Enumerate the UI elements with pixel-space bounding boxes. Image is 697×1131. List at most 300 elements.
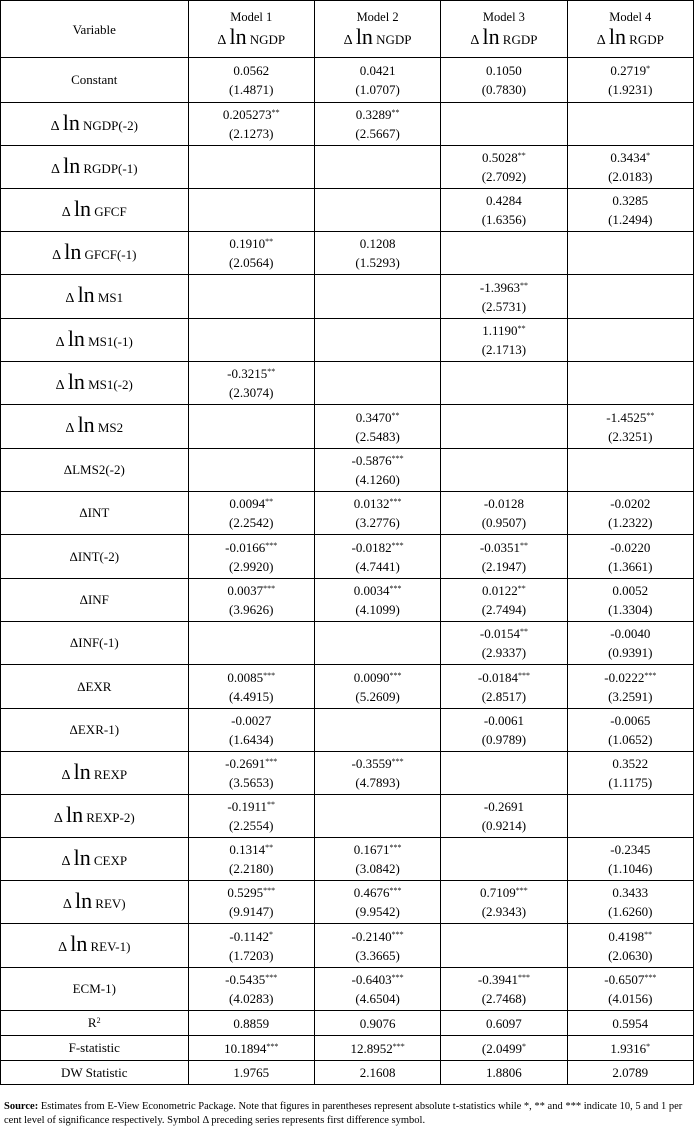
row-label (1, 362, 189, 405)
coefficient: -0.3215** (227, 366, 276, 381)
model-1-cell (188, 1061, 314, 1085)
coefficient: -0.0061 (483, 713, 524, 728)
row-label (1, 492, 189, 535)
model-2-cell (314, 1036, 440, 1061)
table-row (1, 275, 694, 319)
table-row (1, 622, 694, 665)
superscript-2: 2 (96, 1016, 101, 1025)
t-statistic: (3.3665) (355, 947, 400, 963)
model-1-cell (188, 103, 314, 146)
ln-symbol: ln (67, 368, 85, 394)
t-statistic: (0.9214) (481, 818, 527, 833)
coefficient: -0.2140*** (351, 928, 404, 944)
row-variable-name: R (87, 1015, 97, 1030)
model-1-dependent: NGDP (249, 32, 286, 47)
table-row (1, 838, 694, 881)
t-statistic: (3.9626) (229, 602, 274, 617)
coefficient: 0.4676*** (353, 885, 402, 900)
coefficient: 0.4198** (608, 928, 653, 944)
coefficient: 0.0094** (229, 496, 274, 511)
coefficient: 1.9316* (610, 1040, 651, 1056)
delta-symbol: Δ (79, 592, 88, 607)
coefficient: -0.0154** (479, 626, 528, 641)
row-label (1, 232, 189, 275)
significance-stars: * (646, 151, 651, 160)
model-2-cell (314, 275, 440, 319)
t-statistic: (1.1175) (608, 775, 653, 790)
model-2-cell (314, 189, 440, 232)
delta-symbol: Δ (69, 548, 78, 564)
coefficient: -0.0166*** (225, 539, 278, 555)
t-statistic: (2.7092) (481, 169, 527, 184)
delta-symbol: Δ (61, 204, 71, 220)
coefficient: (2.0499* (481, 1040, 526, 1056)
t-statistic: (4.1260) (355, 472, 400, 487)
row-variable-name: INF (87, 592, 109, 607)
t-statistic: (1.6434) (229, 732, 274, 747)
table-row (1, 665, 694, 709)
significance-stars: ** (391, 410, 400, 420)
significance-stars: *** (389, 843, 402, 852)
coefficient: 0.0132*** (353, 496, 402, 511)
t-statistic: (0.7830) (481, 82, 527, 97)
row-label (1, 665, 189, 709)
row-label (1, 275, 189, 319)
t-statistic: (2.2554) (229, 818, 274, 833)
t-statistic: (4.0283) (229, 991, 274, 1006)
significance-stars: ** (265, 497, 274, 506)
significance-stars: *** (389, 886, 402, 895)
row-label (1, 103, 189, 146)
model-1-cell (188, 275, 314, 319)
coefficient: 0.3433 (612, 885, 649, 900)
model-4-cell (567, 189, 693, 232)
table-row (1, 492, 694, 535)
row-variable-name: REXP (93, 766, 128, 782)
coefficient: 0.1050 (486, 63, 522, 78)
t-statistic: (1.1046) (608, 861, 653, 876)
source-note-text: Estimates from E-View Econometric Package. Note that figures in parentheses represent absolute t-statistics while *, ** and *** indicate 10, 5 and 1 per cent level of significance respectively. Symbol Δ preceding series represents first difference symbol. (4, 1101, 683, 1126)
coefficient: 0.205273** (222, 107, 280, 122)
model-4-cell (567, 275, 693, 319)
row-label (1, 449, 189, 492)
t-statistic: (2.1713) (481, 342, 527, 357)
t-statistic: (1.3661) (608, 558, 653, 574)
model-4-name: Model 4 (609, 10, 652, 24)
model-4-cell (567, 622, 693, 665)
significance-stars: *** (389, 497, 402, 506)
delta-symbol: Δ (58, 940, 68, 955)
model-4-cell (567, 665, 693, 709)
model-2-cell (314, 103, 440, 146)
ln-symbol: ln (73, 195, 92, 221)
model-4-cell (567, 1036, 693, 1061)
table-row (1, 189, 694, 232)
t-statistic: (2.9343) (481, 904, 527, 919)
row-label (1, 405, 189, 449)
table-row (1, 1011, 694, 1036)
model-2-cell (314, 881, 440, 924)
ln-symbol: ln (482, 24, 500, 49)
significance-stars: ** (517, 584, 526, 593)
coefficient: -0.1911** (227, 799, 276, 814)
model-1-cell (188, 838, 314, 881)
model-1-cell (188, 622, 314, 665)
coefficient: -0.0027 (231, 713, 272, 728)
t-statistic: (2.3074) (229, 385, 274, 400)
t-statistic: (0.9789) (481, 732, 527, 747)
t-statistic: (0.9391) (608, 645, 653, 660)
row-label (1, 1011, 189, 1036)
coefficient: 0.3434* (610, 150, 651, 165)
significance-stars: *** (263, 584, 276, 593)
delta-symbol: Δ (343, 33, 353, 48)
t-statistic: (2.0183) (608, 169, 653, 184)
model-1-cell (188, 1011, 314, 1036)
model-1-cell (188, 405, 314, 449)
significance-stars: ** (519, 280, 528, 290)
model-4-cell (567, 405, 693, 449)
delta-symbol: Δ (65, 291, 75, 306)
coefficient: 0.2719* (610, 63, 651, 78)
model-1-cell (188, 1036, 314, 1061)
row-variable-name: MS2 (97, 420, 124, 435)
model-4-cell (567, 968, 693, 1011)
model-4-cell (567, 709, 693, 752)
model-1-cell (188, 146, 314, 189)
t-statistic: (3.5653) (229, 775, 274, 790)
coefficient: 0.1314** (229, 842, 274, 857)
coefficient: -0.0351** (479, 539, 528, 555)
coefficient: 0.0421 (359, 63, 396, 78)
coefficient: 1.1190** (482, 323, 526, 338)
row-label (1, 795, 189, 838)
delta-symbol: Δ (50, 118, 60, 134)
model-3-cell (441, 752, 567, 795)
table-source-note (4, 1100, 694, 1128)
coefficient: -0.5876*** (351, 453, 404, 468)
coefficient: -0.0065 (610, 713, 651, 728)
t-statistic: (1.6260) (608, 904, 653, 919)
significance-stars: *** (391, 757, 404, 766)
model-3-cell (441, 275, 567, 319)
coefficient: -0.6507*** (604, 972, 657, 987)
model-1-header (188, 1, 314, 58)
table-row (1, 881, 694, 924)
table-row (1, 709, 694, 752)
model-3-cell (441, 968, 567, 1011)
coefficient: 0.7109*** (480, 885, 528, 900)
significance-stars: *** (265, 973, 278, 982)
significance-stars: *** (392, 1041, 405, 1051)
coefficient: 12.8952*** (350, 1040, 405, 1056)
ln-symbol: ln (229, 24, 247, 49)
delta-symbol: Δ (55, 334, 65, 350)
delta-symbol: Δ (52, 247, 62, 263)
model-2-cell (314, 622, 440, 665)
model-2-cell (314, 795, 440, 838)
table-row (1, 535, 694, 579)
model-4-cell (567, 795, 693, 838)
row-label (1, 968, 189, 1011)
row-label (1, 146, 189, 189)
t-statistic: (0.9507) (481, 515, 527, 530)
coefficient: 0.3470** (355, 409, 400, 425)
table-row (1, 1036, 694, 1061)
row-variable-name: ECM-1) (72, 981, 116, 996)
significance-stars: ** (517, 324, 526, 333)
model-3-cell (441, 362, 567, 405)
t-statistic: (9.9542) (355, 904, 400, 919)
model-1-cell (188, 319, 314, 362)
delta-symbol: Δ (55, 377, 65, 393)
model-1-cell (188, 189, 314, 232)
coefficient: -0.6403*** (351, 972, 404, 987)
model-3-cell (441, 1061, 567, 1085)
t-statistic: (1.7203) (229, 947, 274, 963)
model-3-cell (441, 622, 567, 665)
significance-stars: *** (389, 584, 402, 593)
t-statistic: (4.1099) (355, 602, 400, 617)
table-row (1, 103, 694, 146)
model-1-cell (188, 535, 314, 579)
variable-header: Variable (1, 1, 189, 58)
model-4-cell (567, 103, 693, 146)
table-row (1, 362, 694, 405)
significance-stars: *** (391, 973, 404, 982)
coefficient: -0.0184*** (477, 669, 530, 685)
significance-stars: *** (389, 670, 402, 680)
row-variable-name: MS1(-1) (88, 333, 133, 349)
row-label (1, 189, 189, 232)
delta-symbol: Δ (65, 421, 75, 436)
significance-stars: *** (266, 1041, 279, 1051)
significance-stars: ** (517, 151, 526, 160)
model-2-header (314, 1, 440, 58)
table-row (1, 924, 694, 968)
t-statistic: (2.8517) (481, 688, 527, 704)
significance-stars: *** (515, 886, 528, 895)
row-variable-name: REXP-2) (86, 809, 135, 825)
coefficient: -0.0040 (610, 626, 651, 641)
t-statistic: (2.1273) (229, 126, 274, 141)
t-statistic: (2.2542) (229, 515, 274, 530)
coefficient: 0.3522 (612, 756, 649, 771)
significance-stars: *** (263, 670, 276, 680)
coefficient: 0.0037*** (227, 583, 276, 598)
coefficient: 0.1208 (359, 236, 396, 251)
t-statistic: (1.2322) (608, 515, 653, 530)
model-1-cell (188, 881, 314, 924)
coefficient: 10.1894*** (224, 1040, 279, 1056)
significance-stars: ** (391, 108, 400, 117)
ln-symbol: ln (70, 931, 88, 956)
t-statistic: (2.0630) (608, 947, 653, 963)
table-row (1, 579, 694, 622)
coefficient: 0.0052 (612, 583, 649, 598)
coefficient: 1.8806 (486, 1065, 522, 1080)
row-variable-name: MS1 (97, 290, 124, 305)
coefficient: 0.9076 (359, 1015, 396, 1031)
table-row (1, 752, 694, 795)
delta-symbol: Δ (69, 722, 78, 737)
coefficient: 0.6097 (486, 1015, 522, 1031)
t-statistic: (4.6504) (355, 991, 400, 1006)
t-statistic: (2.5731) (481, 298, 527, 314)
coefficient: 0.8859 (233, 1015, 270, 1031)
model-3-cell (441, 449, 567, 492)
delta-symbol: Δ (61, 767, 71, 783)
coefficient: 0.0085*** (227, 669, 276, 685)
significance-stars: ** (267, 367, 276, 376)
model-2-cell (314, 1061, 440, 1085)
ln-symbol: ln (77, 412, 95, 437)
model-2-cell (314, 362, 440, 405)
delta-symbol: Δ (217, 33, 227, 48)
row-variable-name: F-statistic (68, 1040, 120, 1055)
significance-stars: * (646, 1041, 651, 1051)
coefficient: 1.9765 (233, 1065, 270, 1080)
row-label (1, 881, 189, 924)
coefficient: 2.1608 (359, 1065, 396, 1080)
coefficient: 0.3289** (355, 107, 400, 122)
significance-stars: ** (644, 929, 653, 939)
model-2-cell (314, 232, 440, 275)
t-statistic: (1.3304) (608, 602, 653, 617)
t-statistic: (1.6356) (481, 212, 527, 227)
coefficient: -1.4525** (606, 409, 655, 425)
t-statistic: (1.9231) (608, 82, 653, 97)
t-statistic: (5.2609) (355, 688, 400, 704)
model-4-cell (567, 232, 693, 275)
coefficient: -0.0202 (610, 496, 651, 511)
model-3-cell (441, 924, 567, 968)
model-1-cell (188, 58, 314, 103)
significance-stars: * (521, 1041, 526, 1051)
coefficient: -0.2691*** (225, 756, 278, 771)
model-2-cell (314, 709, 440, 752)
row-variable-name: REV-1) (90, 939, 131, 954)
t-statistic: (2.1947) (481, 558, 527, 574)
table-row (1, 146, 694, 189)
significance-stars: * (646, 64, 651, 73)
t-statistic: (2.3251) (608, 428, 653, 444)
model-3-cell (441, 1011, 567, 1036)
ln-symbol: ln (73, 844, 91, 870)
ln-symbol: ln (75, 887, 93, 913)
model-2-cell (314, 968, 440, 1011)
ln-symbol: ln (66, 801, 84, 827)
model-3-cell (441, 319, 567, 362)
table-row (1, 58, 694, 103)
model-2-cell (314, 665, 440, 709)
ln-symbol: ln (73, 758, 91, 784)
row-variable-name: GFCF (94, 203, 127, 219)
table-row (1, 795, 694, 838)
table-row (1, 319, 694, 362)
ln-symbol: ln (608, 24, 627, 49)
coefficient: -0.0182*** (351, 539, 404, 555)
model-4-cell (567, 449, 693, 492)
delta-symbol: Δ (62, 896, 72, 912)
row-variable-name: Constant (71, 72, 118, 87)
coefficient: -0.0128 (483, 496, 524, 511)
coefficient: -1.3963** (479, 279, 528, 295)
model-2-cell (314, 492, 440, 535)
t-statistic: (2.5483) (355, 428, 400, 444)
delta-symbol: Δ (596, 33, 606, 48)
delta-symbol: Δ (63, 462, 73, 477)
model-3-cell (441, 492, 567, 535)
row-variable-name: MS1(-2) (88, 376, 133, 392)
coefficient: 0.4284 (486, 193, 522, 208)
t-statistic: (1.0707) (355, 82, 400, 97)
coefficient: 0.5028** (482, 150, 526, 165)
coefficient: -0.2691 (483, 799, 524, 814)
significance-stars: *** (517, 670, 530, 680)
model-2-cell (314, 405, 440, 449)
row-variable-name: CEXP (93, 852, 128, 868)
row-variable-name: GFCF(-1) (84, 246, 137, 262)
ln-symbol: ln (77, 282, 95, 307)
model-4-header (567, 1, 693, 58)
delta-symbol: Δ (77, 678, 86, 694)
model-4-cell (567, 881, 693, 924)
row-variable-name: EXR (85, 678, 112, 694)
model-2-cell (314, 449, 440, 492)
significance-stars: *** (644, 973, 657, 982)
model-4-cell (567, 1061, 693, 1085)
model-2-cell (314, 1011, 440, 1036)
significance-stars: ** (267, 800, 276, 809)
model-3-cell (441, 405, 567, 449)
table-row (1, 405, 694, 449)
significance-stars: ** (519, 627, 528, 636)
model-3-cell (441, 665, 567, 709)
model-3-name: Model 3 (482, 10, 525, 24)
model-1-name: Model 1 (230, 10, 273, 24)
coefficient: -0.1142* (229, 928, 274, 944)
model-2-cell (314, 924, 440, 968)
model-3-cell (441, 58, 567, 103)
t-statistic: (2.7494) (481, 602, 527, 617)
t-statistic: (9.9147) (229, 904, 274, 919)
delta-symbol: Δ (470, 33, 480, 48)
significance-stars: * (269, 929, 274, 939)
row-label (1, 924, 189, 968)
model-4-cell (567, 492, 693, 535)
row-variable-name: INF(-1) (78, 635, 119, 650)
row-label (1, 1036, 189, 1061)
model-3-cell (441, 795, 567, 838)
coefficient: 0.5954 (612, 1015, 649, 1031)
delta-symbol: Δ (79, 505, 88, 520)
model-1-cell (188, 795, 314, 838)
model-1-cell (188, 665, 314, 709)
model-4-cell (567, 1011, 693, 1036)
model-3-header (441, 1, 567, 58)
t-statistic: (3.2776) (355, 515, 400, 530)
t-statistic: (2.7468) (481, 991, 527, 1006)
model-2-cell (314, 579, 440, 622)
model-1-cell (188, 449, 314, 492)
model-4-cell (567, 146, 693, 189)
row-label (1, 752, 189, 795)
t-statistic: (3.2591) (608, 688, 653, 704)
ln-symbol: ln (355, 24, 373, 49)
delta-symbol: Δ (53, 810, 63, 826)
model-3-cell (441, 146, 567, 189)
